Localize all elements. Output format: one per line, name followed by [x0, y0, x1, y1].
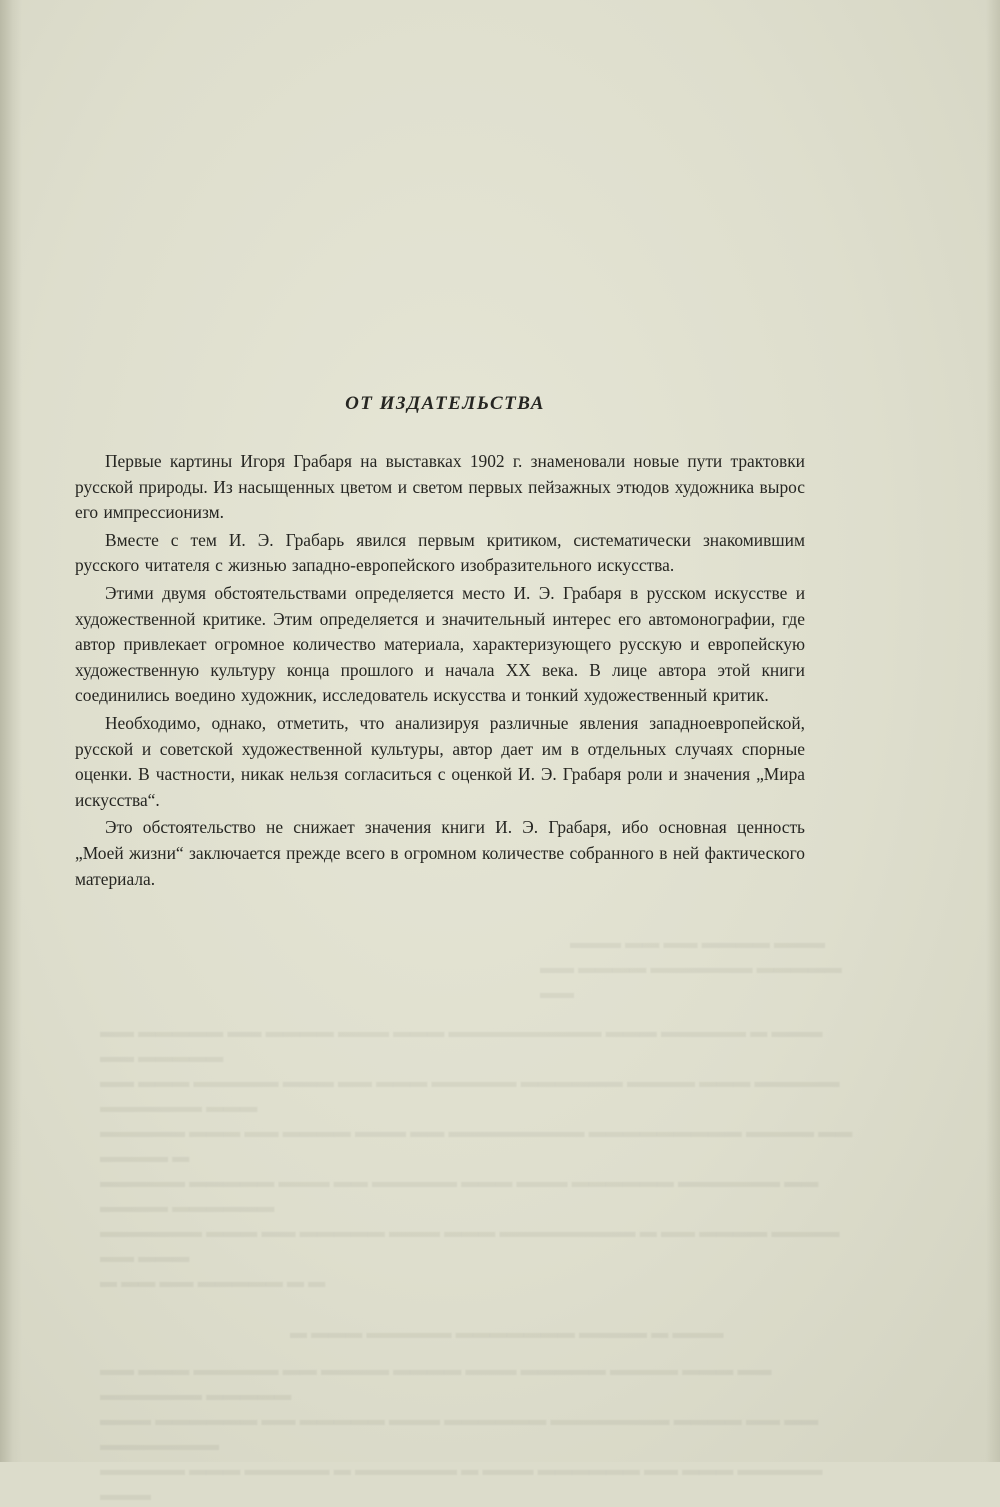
- page-heading: ОТ ИЗДАТЕЛЬСТВА: [345, 393, 545, 414]
- paragraph-2: Вместе с тем И. Э. Грабарь явился первым критиком, систематически знакомившим русского читателя с жизнью западно-европейского изобразительного искусства.: [75, 529, 805, 576]
- paragraph-5: Это обстоятельство не снижает значения книги И. Э. Грабаря, ибо основная ценность „Моей жизни“ заключается прежде всего в огромном количестве собранного в ней фактического материала.: [75, 817, 805, 889]
- page-content: [75, 393, 805, 894]
- paragraph-4: Необходимо, однако, отметить, что анализируя различные явления западноевропейской, русской и советской художественной культуры, автор дает им в отдельных случаях спорные оценки. В частности, никак нельзя согласиться с оценкой И. Э. Грабаря роли и значения „Мира искусства“.: [75, 712, 805, 810]
- show-through-texture: ▬▬▬ ▬▬ ▬▬ ▬▬▬▬ ▬▬▬ ▬▬ ▬▬▬▬ ▬▬▬▬▬▬ ▬▬▬▬▬ ▬▬ ▬▬ ▬▬▬▬▬ ▬▬ ▬▬▬▬ ▬▬▬ ▬▬▬ ▬▬▬▬▬▬▬▬▬ ▬▬▬ ▬▬▬▬▬ ▬ ▬▬▬ ▬▬ ▬▬▬▬▬ ▬▬ ▬▬▬ ▬▬▬▬▬ ▬▬▬ ▬▬ ▬▬▬ ▬▬▬▬▬ ▬▬▬▬▬▬ ▬▬▬▬ ▬▬▬ ▬▬▬▬▬ ▬▬▬▬▬▬ ▬▬▬ ▬▬▬▬▬ ▬▬▬ ▬▬ ▬▬▬▬ ▬▬▬ ▬▬ ▬▬▬▬▬▬▬▬ ▬▬▬▬▬▬▬▬▬ ▬▬▬▬ ▬▬ ▬▬▬▬ ▬ ▬▬▬▬▬ ▬▬▬▬▬ ▬▬▬ ▬▬ ▬▬▬▬▬ ▬▬▬ ▬▬▬ ▬▬▬▬▬▬ ▬▬▬▬▬▬ ▬▬ ▬▬▬▬ ▬▬▬▬▬▬ ▬▬▬▬▬▬ ▬▬▬ ▬▬ ▬▬▬▬▬ ▬▬▬ ▬▬▬ ▬▬▬▬▬▬▬▬ ▬ ▬▬ ▬▬▬▬ ▬▬▬▬ ▬▬ ▬▬▬ ▬ ▬▬ ▬▬ ▬▬▬▬▬ ▬ ▬ ▬ ▬▬▬ ▬▬▬▬▬ ▬▬▬▬▬▬▬ ▬▬▬▬ ▬ ▬▬▬ ▬▬ ▬▬▬ ▬▬▬▬▬ ▬▬ ▬▬▬▬ ▬▬▬▬ ▬▬▬ ▬▬▬▬▬ ▬▬▬▬ ▬▬▬ ▬▬ ▬▬▬▬▬▬ ▬▬▬▬▬ ▬▬▬ ▬▬▬▬▬▬ ▬▬ ▬▬▬▬▬ ▬▬▬ ▬▬▬▬▬▬ ▬▬▬▬▬▬▬ ▬▬▬▬ ▬▬ ▬▬ ▬▬▬▬▬▬▬ ▬▬▬▬▬ ▬▬▬ ▬▬▬▬▬ ▬ ▬▬▬▬▬▬ ▬ ▬▬▬ ▬▬▬▬▬▬ ▬▬ ▬▬▬ ▬▬▬▬▬ ▬▬▬: [100, 933, 853, 1504]
- paragraph-1: Первые картины Игоря Грабаря на выставках 1902 г. знаменовали новые пути трактовки русской природы. Из насыщенных цветом и светом первых пейзажных этюдов художника вырос его импрессионизм.: [75, 451, 805, 523]
- paragraph-3: Этими двумя обстоятельствами определяется место И. Э. Грабаря в русском искусстве и художественной критике. Этим определяется и значительный интерес его автомонографии, где автор привлекает огромное количество материала, характеризующего русскую и европейскую художественную культуру конца прошлого и начала XX века. В лице автора этой книги соединились воедино художник, исследователь искусства и тонкий художественный критик.: [75, 582, 805, 706]
